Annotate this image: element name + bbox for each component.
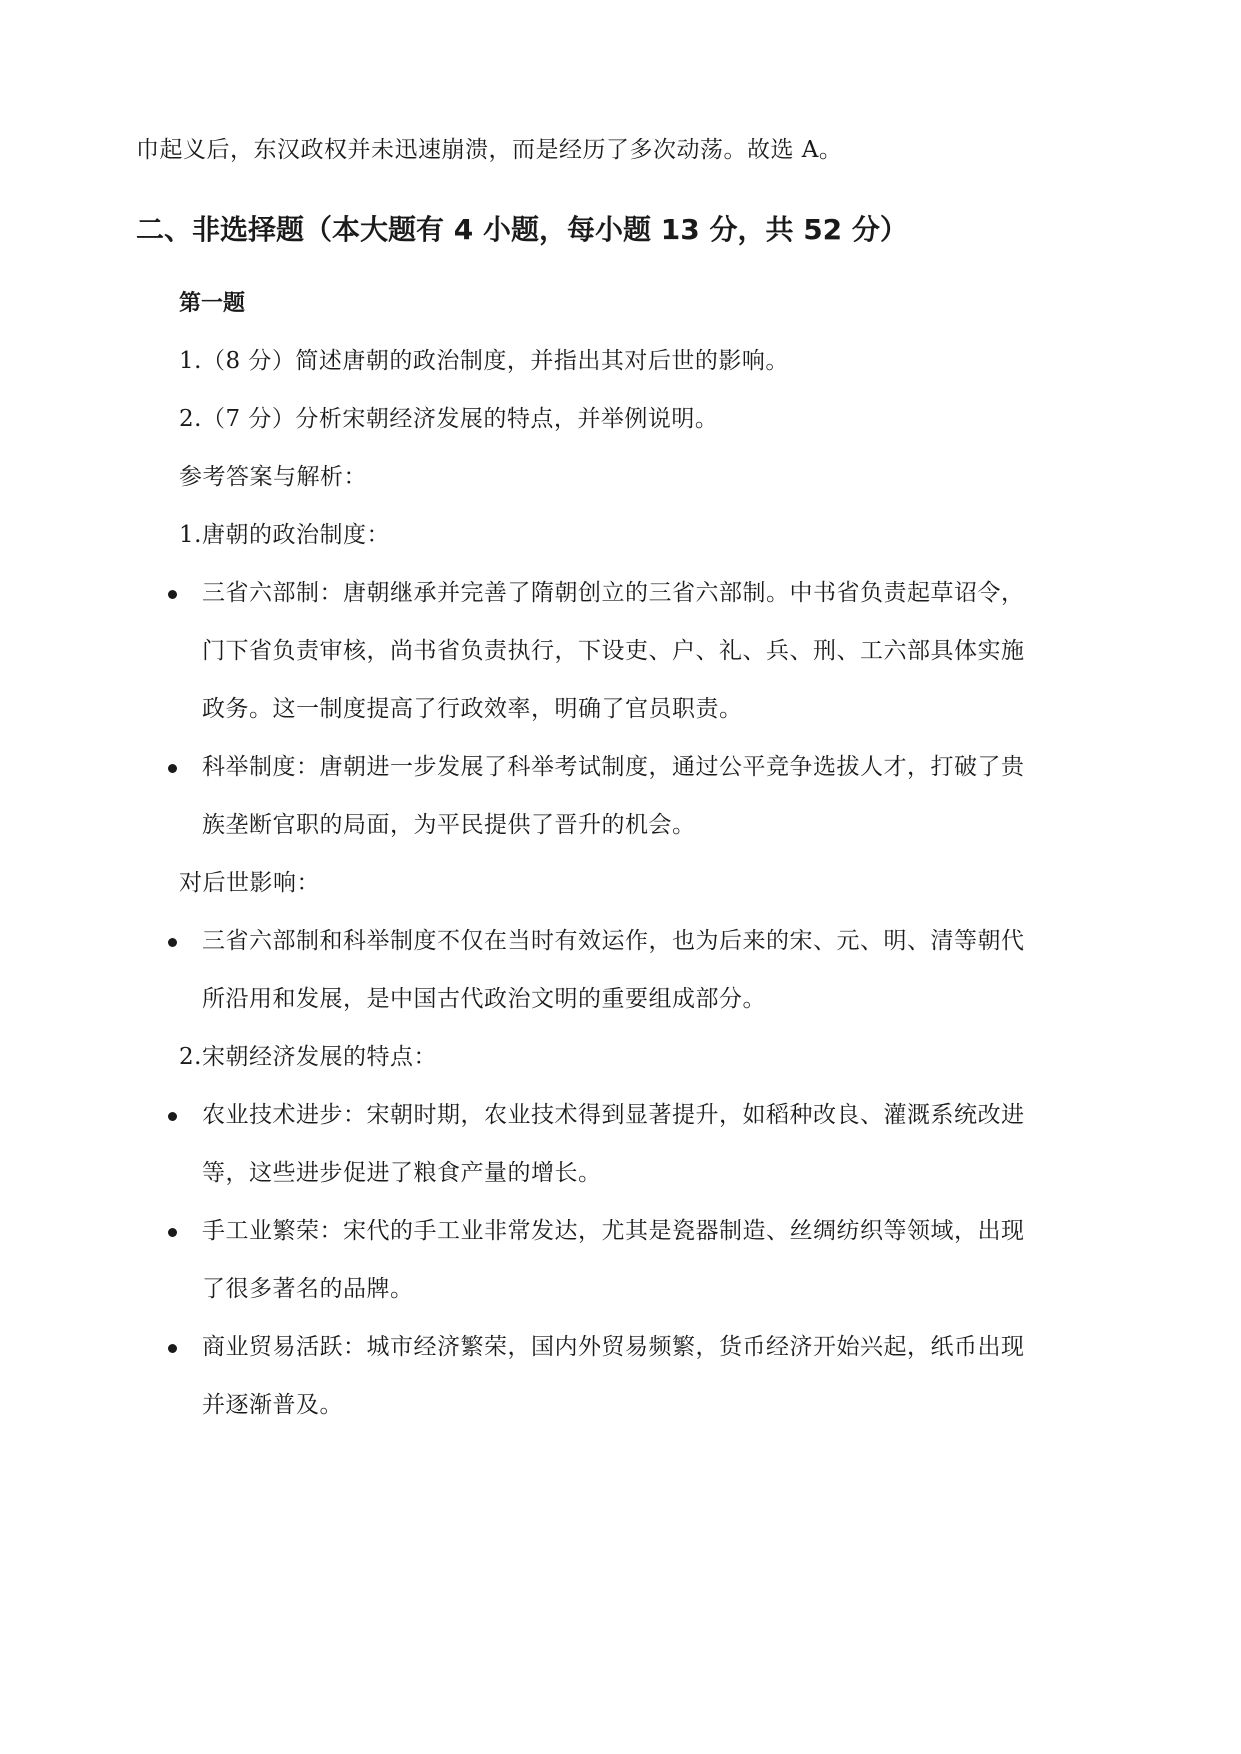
answer1-bullet2-line2: 族垄断官职的局面，为平民提供了晋升的机会。	[202, 812, 696, 838]
bullet-icon	[168, 1112, 177, 1121]
influence-bullet1-line2: 所沿用和发展，是中国古代政治文明的重要组成部分。	[202, 986, 766, 1012]
section-heading: 二、非选择题（本大题有 4 小题，每小题 13 分，共 52 分）	[136, 213, 908, 246]
bullet-icon	[168, 1228, 177, 1237]
answer2-bullet1-line1: 农业技术进步：宋朝时期，农业技术得到显著提升，如稻种改良、灌溉系统改进	[202, 1102, 1025, 1128]
question-1: 1.（8 分）简述唐朝的政治制度，并指出其对后世的影响。	[179, 348, 789, 374]
answer1-bullet1-line1: 三省六部制：唐朝继承并完善了隋朝创立的三省六部制。中书省负责起草诏令，	[202, 580, 1025, 606]
bullet-icon	[168, 1344, 177, 1353]
answer1-title: 1.唐朝的政治制度：	[179, 522, 390, 548]
intro-continuation: 巾起义后，东汉政权并未迅速崩溃，而是经历了多次动荡。故选 A。	[136, 137, 843, 163]
influence-title: 对后世影响：	[179, 870, 320, 896]
answer2-title: 2.宋朝经济发展的特点：	[179, 1044, 437, 1070]
answer2-bullet3-line2: 并逐渐普及。	[202, 1392, 343, 1418]
answer1-bullet1-line2: 门下省负责审核，尚书省负责执行，下设吏、户、礼、兵、刑、工六部具体实施	[202, 638, 1025, 664]
answer2-bullet2-line1: 手工业繁荣：宋代的手工业非常发达，尤其是瓷器制造、丝绸纺织等领域，出现	[202, 1218, 1025, 1244]
influence-bullet1-line1: 三省六部制和科举制度不仅在当时有效运作，也为后来的宋、元、明、清等朝代	[202, 928, 1025, 954]
answer2-bullet1-line2: 等，这些进步促进了粮食产量的增长。	[202, 1160, 602, 1186]
answer2-bullet3-line1: 商业贸易活跃：城市经济繁荣，国内外贸易频繁，货币经济开始兴起，纸币出现	[202, 1334, 1025, 1360]
question-2: 2.（7 分）分析宋朝经济发展的特点，并举例说明。	[179, 406, 719, 432]
answer-heading: 参考答案与解析：	[179, 464, 367, 490]
answer2-bullet2-line2: 了很多著名的品牌。	[202, 1276, 414, 1302]
answer1-bullet1-line3: 政务。这一制度提高了行政效率，明确了官员职责。	[202, 696, 743, 722]
bullet-icon	[168, 764, 177, 773]
answer1-bullet2-line1: 科举制度：唐朝进一步发展了科举考试制度，通过公平竞争选拔人才，打破了贵	[202, 754, 1025, 780]
bullet-icon	[168, 590, 177, 599]
question-group-title: 第一题	[179, 291, 246, 316]
bullet-icon	[168, 938, 177, 947]
